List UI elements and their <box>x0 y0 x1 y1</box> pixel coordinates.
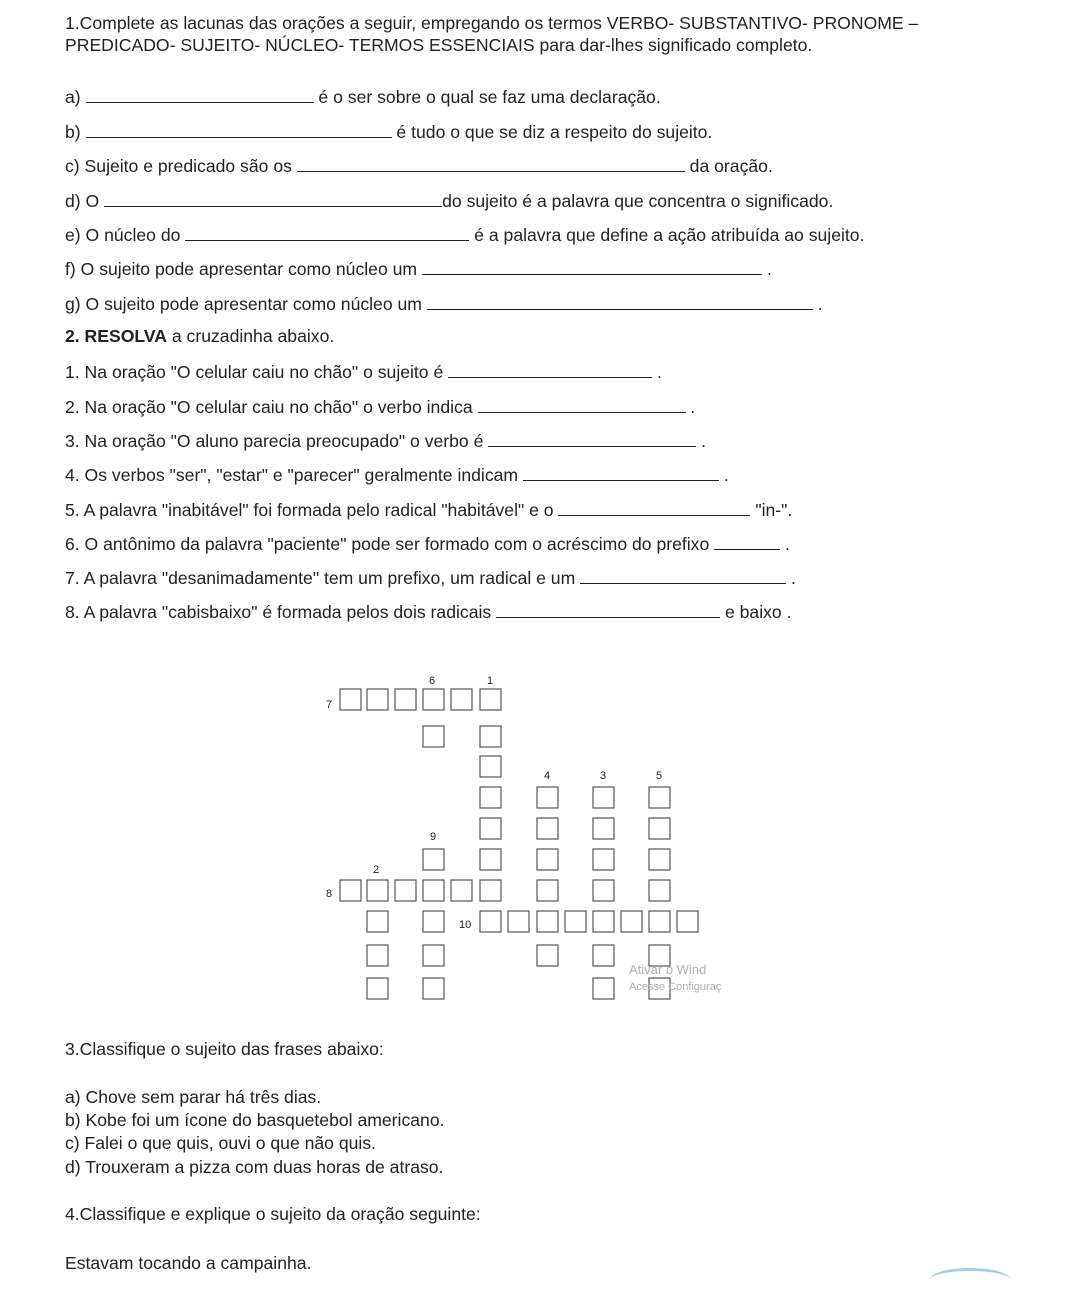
grid-number: 8 <box>326 888 333 900</box>
crossword-cell[interactable] <box>480 818 501 839</box>
clue-2: 2. Na oração "O celular caiu no chão" o verbo indica . <box>65 397 696 417</box>
grid-number: 10 <box>459 919 472 931</box>
crossword-cell[interactable] <box>537 849 558 870</box>
grid-number: 4 <box>544 770 551 782</box>
crossword-cell[interactable] <box>367 689 388 710</box>
grid-number: 9 <box>430 831 437 843</box>
crossword-cell[interactable] <box>423 849 444 870</box>
section4-sentence: Estavam tocando a campainha. <box>65 1253 312 1273</box>
crossword-cell[interactable] <box>480 787 501 808</box>
crossword-cell[interactable] <box>537 818 558 839</box>
crossword-cell[interactable] <box>367 880 388 901</box>
blank-item-b: b) é tudo o que se diz a respeito do sujeito. <box>65 122 713 142</box>
crossword-cell[interactable] <box>593 945 614 966</box>
crossword-cell[interactable] <box>367 978 388 999</box>
crossword-cell[interactable] <box>593 978 614 999</box>
crossword-cell[interactable] <box>593 818 614 839</box>
section3-item: a) Chove sem parar há três dias. <box>65 1087 322 1107</box>
crossword-cell[interactable] <box>565 911 586 932</box>
crossword-cell[interactable] <box>537 880 558 901</box>
crossword-cell[interactable] <box>480 689 501 710</box>
crossword-cell[interactable] <box>508 911 529 932</box>
crossword-cell[interactable] <box>593 911 614 932</box>
grid-number: 6 <box>429 675 436 687</box>
crossword-cell[interactable] <box>649 880 670 901</box>
section2-title: 2. RESOLVA a cruzadinha abaixo. <box>65 326 335 346</box>
crossword-cell[interactable] <box>395 689 416 710</box>
crossword-cells[interactable] <box>340 689 698 999</box>
blank-item-e: e) O núcleo do é a palavra que define a ação atribuída ao sujeito. <box>65 225 865 245</box>
blank-item-f: f) O sujeito pode apresentar como núcleo um . <box>65 259 772 279</box>
clue-5: 5. A palavra "inabitável" foi formada pelo radical "habitável" e o "in-". <box>65 500 793 520</box>
crossword-cell[interactable] <box>593 880 614 901</box>
section4-title: 4.Classifique e explique o sujeito da oração seguinte: <box>65 1204 481 1224</box>
crossword-cell[interactable] <box>480 726 501 747</box>
section3-title: 3.Classifique o sujeito das frases abaixo: <box>65 1039 384 1059</box>
crossword-cell[interactable] <box>621 911 642 932</box>
crossword-cell[interactable] <box>537 911 558 932</box>
grid-number: 2 <box>373 864 380 876</box>
crossword-cell[interactable] <box>593 849 614 870</box>
blank-item-g: g) O sujeito pode apresentar como núcleo um . <box>65 294 823 314</box>
clue-7: 7. A palavra "desanimadamente" tem um prefixo, um radical e um . <box>65 568 796 588</box>
crossword-cell[interactable] <box>480 756 501 777</box>
crossword-cell[interactable] <box>537 945 558 966</box>
grid-number: 3 <box>600 770 607 782</box>
activation-watermark-line1: Ativar o Wind <box>629 962 707 977</box>
decorative-arc <box>930 1268 1010 1291</box>
crossword-cell[interactable] <box>423 911 444 932</box>
blank-item-a: a) é o ser sobre o qual se faz uma declaração. <box>65 87 661 107</box>
crossword-cell[interactable] <box>367 911 388 932</box>
grid-number: 7 <box>326 699 333 711</box>
grid-number: 5 <box>656 770 663 782</box>
crossword-cell[interactable] <box>537 787 558 808</box>
blank-item-d: d) O do sujeito é a palavra que concentra o significado. <box>65 191 834 211</box>
crossword-cell[interactable] <box>451 880 472 901</box>
section3-item: c) Falei o que quis, ouvi o que não quis. <box>65 1133 377 1153</box>
crossword-cell[interactable] <box>423 945 444 966</box>
crossword-cell[interactable] <box>480 880 501 901</box>
clue-8: 8. A palavra "cabisbaixo" é formada pelos dois radicais e baixo . <box>65 602 792 622</box>
activation-watermark-line2: Acesse Configuraç <box>629 981 722 993</box>
crossword-cell[interactable] <box>649 849 670 870</box>
section1-intro: 1.Complete as lacunas das orações a seguir, empregando os termos VERBO- SUBSTANTIVO- PRONOME – PREDICADO- SUJEITO- NÚCLEO- TERMOS ESSENCIAIS para dar-lhes significado completo. <box>65 13 919 55</box>
crossword-cell[interactable] <box>649 818 670 839</box>
crossword-cell[interactable] <box>395 880 416 901</box>
crossword-cell[interactable] <box>423 978 444 999</box>
section3-item: d) Trouxeram a pizza com duas horas de atraso. <box>65 1157 444 1177</box>
clue-4: 4. Os verbos "ser", "estar" e "parecer" geralmente indicam . <box>65 465 729 485</box>
crossword-cell[interactable] <box>423 689 444 710</box>
crossword-cell[interactable] <box>593 787 614 808</box>
crossword-cell[interactable] <box>367 945 388 966</box>
section3-item: b) Kobe foi um ícone do basquetebol americano. <box>65 1110 445 1130</box>
crossword-cell[interactable] <box>451 689 472 710</box>
crossword-cell[interactable] <box>423 726 444 747</box>
crossword-cell[interactable] <box>649 787 670 808</box>
clue-1: 1. Na oração "O celular caiu no chão" o sujeito é . <box>65 362 662 382</box>
crossword-cell[interactable] <box>480 849 501 870</box>
crossword-cell[interactable] <box>480 911 501 932</box>
crossword-cell[interactable] <box>677 911 698 932</box>
crossword-cell[interactable] <box>649 911 670 932</box>
clue-3: 3. Na oração "O aluno parecia preocupado" o verbo é . <box>65 431 707 451</box>
crossword-cell[interactable] <box>340 880 361 901</box>
grid-number: 1 <box>487 675 494 687</box>
clue-6: 6. O antônimo da palavra "paciente" pode ser formado com o acréscimo do prefixo . <box>65 534 790 554</box>
crossword-cell[interactable] <box>340 689 361 710</box>
blank-item-c: c) Sujeito e predicado são os da oração. <box>65 156 773 176</box>
crossword-cell[interactable] <box>423 880 444 901</box>
